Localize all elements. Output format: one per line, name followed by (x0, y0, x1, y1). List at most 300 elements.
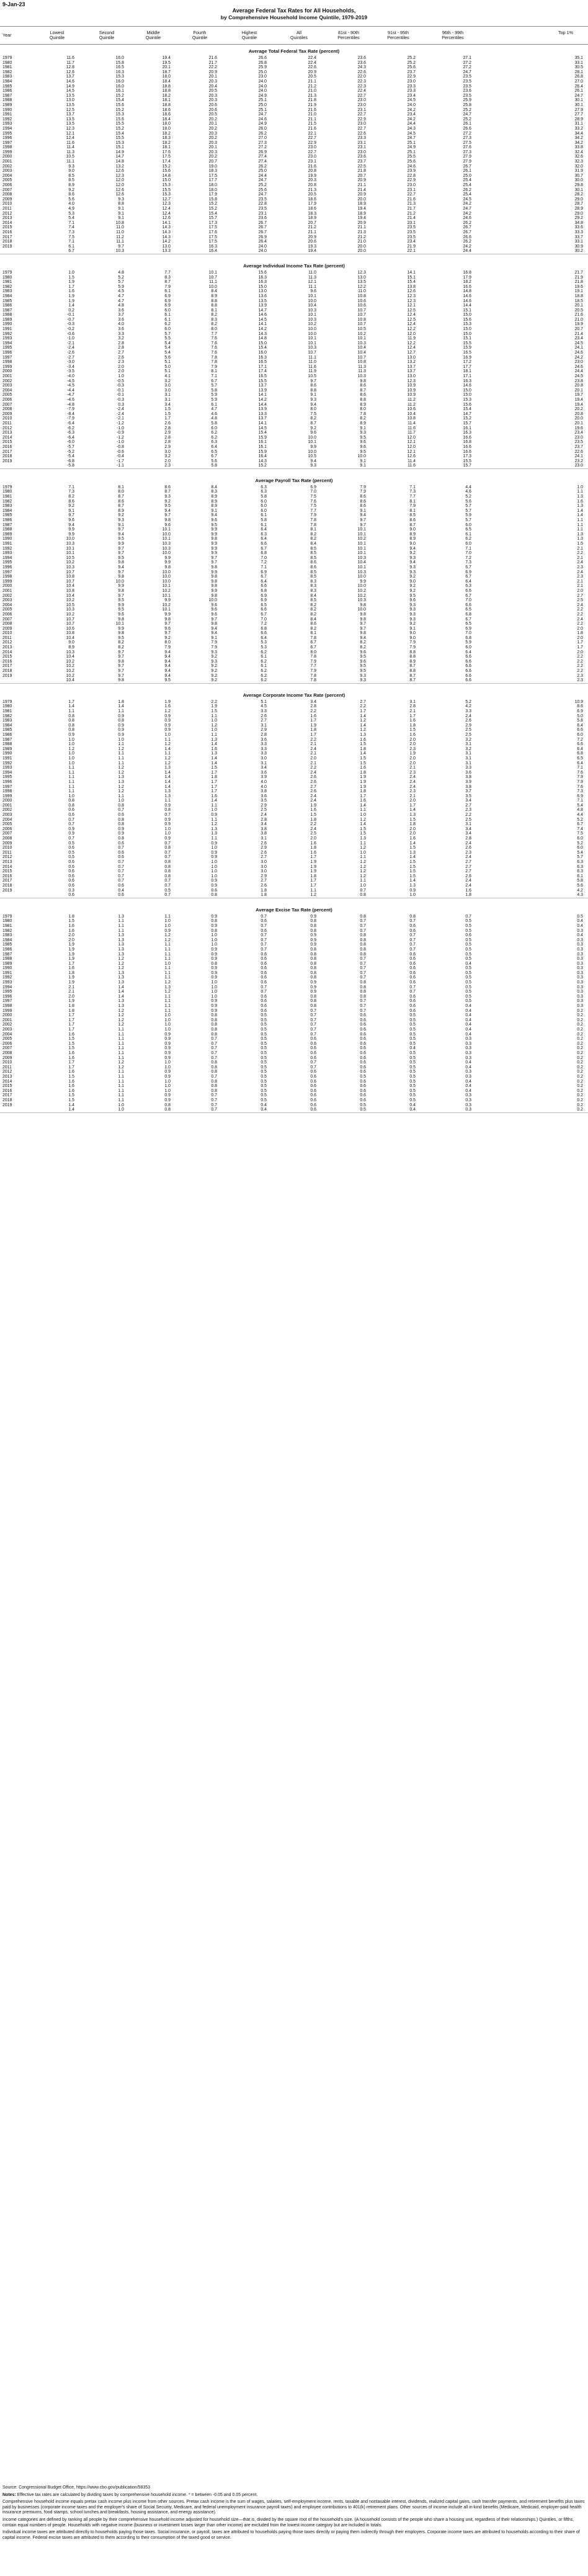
table-row (0, 938, 588, 943)
table-cell: 16.4 (208, 249, 217, 254)
table-cell: 6.3 (261, 532, 267, 537)
row-year: 2018 (2, 454, 12, 459)
table-cell: 0.4 (577, 923, 583, 928)
table-cell: 2.1 (68, 985, 74, 990)
row-year: 1992 (2, 761, 12, 766)
row-year: 2000 (2, 154, 12, 159)
table-cell: 20.2 (208, 117, 217, 122)
table-section (0, 47, 588, 254)
table-cell: 23.3 (357, 136, 366, 141)
table-cell: 13.6 (258, 293, 267, 298)
table-cell: 8.4 (211, 485, 217, 490)
table-cell: 4.8 (577, 808, 583, 813)
table-cell: 19.9 (308, 173, 316, 178)
table-cell: 1.0 (68, 742, 74, 747)
table-cell: 6.4 (211, 444, 217, 449)
row-year: 1981 (2, 923, 12, 928)
table-cell: 8.6 (68, 499, 74, 504)
table-cell: 6.7 (261, 612, 267, 617)
row-year: 1997 (2, 355, 12, 360)
table-cell: 0.7 (68, 836, 74, 841)
table-cell: 0.5 (409, 1098, 416, 1102)
table-cell: 11.4 (408, 458, 416, 463)
table-cell: 9.8 (118, 678, 124, 683)
table-cell: 21.6 (308, 164, 316, 169)
table-cell: 1.1 (118, 1079, 124, 1084)
table-cell: 9.6 (211, 612, 217, 617)
table-cell: 20.5 (208, 112, 217, 117)
table-row (0, 523, 588, 528)
table-cell: 16.0 (115, 79, 124, 84)
table-cell: 9.2 (164, 635, 171, 640)
table-cell: 2.3 (465, 808, 471, 813)
table-cell: 19.4 (574, 402, 583, 407)
row-year: 2013 (2, 645, 12, 650)
table-cell: 1.0 (409, 893, 416, 898)
table-row (0, 756, 588, 761)
table-cell: 1.3 (211, 826, 217, 831)
table-cell: 30.7 (574, 173, 583, 178)
table-cell: 0.7 (211, 1074, 217, 1079)
table-cell: 6.1 (577, 874, 583, 879)
table-cell: 1.8 (211, 775, 217, 780)
table-cell: 33.1 (574, 239, 583, 244)
table-cell: 1.2 (118, 789, 124, 794)
table-cell: 1.3 (118, 937, 124, 942)
table-cell: 0.5 (409, 1088, 416, 1093)
table-cell: 10.0 (162, 551, 171, 556)
table-cell: 0.8 (310, 919, 316, 924)
table-cell: 0.8 (164, 1102, 171, 1107)
header-col-5: All Quintiles (290, 30, 308, 41)
table-cell: -0.6 (117, 449, 124, 454)
table-row (0, 1070, 588, 1075)
table-cell: 15.4 (208, 211, 217, 216)
row-year: 1991 (2, 542, 12, 546)
table-cell: 3.1 (465, 822, 471, 827)
table-cell: 8.8 (409, 650, 416, 655)
table-cell: -2.4 (117, 411, 124, 416)
table-cell: 1.4 (360, 713, 366, 718)
table-cell: 9.2 (211, 664, 217, 669)
table-cell: 8.2 (310, 416, 316, 421)
table-cell: 23.6 (357, 56, 366, 60)
table-cell: 20.3 (208, 140, 217, 145)
table-cell: 1.0 (360, 883, 366, 888)
table-cell: 1.0 (211, 874, 217, 879)
table-cell: 12.6 (162, 216, 171, 221)
table-row (0, 504, 588, 509)
table-cell: 10.4 (308, 303, 316, 308)
table-cell: 1.2 (211, 822, 217, 827)
table-cell: 20.1 (574, 421, 583, 426)
table-cell: 2.2 (211, 699, 217, 704)
table-cell: 19.5 (162, 60, 171, 65)
table-cell: 10.3 (308, 346, 316, 351)
table-cell: 23.5 (258, 207, 267, 211)
table-cell: 2.0 (68, 994, 74, 999)
table-cell: 18.3 (162, 136, 171, 141)
table-row (0, 874, 588, 879)
table-cell: 8.0 (310, 650, 316, 655)
table-cell: 1.7 (68, 1013, 74, 1018)
row-year: 1980 (2, 275, 12, 280)
table-cell: 13.7 (66, 112, 74, 117)
table-cell: 0.8 (211, 1017, 217, 1022)
table-cell: 24.9 (258, 122, 267, 127)
table-cell: 8.8 (310, 388, 316, 393)
table-row (0, 403, 588, 408)
table-cell: 1.7 (68, 699, 74, 704)
row-year: 1997 (2, 140, 12, 145)
table-cell: 0.7 (118, 869, 124, 874)
table-cell: 24.5 (574, 341, 583, 346)
table-cell: 8.1 (409, 508, 416, 513)
table-cell: 5.4 (68, 216, 74, 221)
row-year: 2006 (2, 397, 12, 402)
row-year: 1988 (2, 98, 12, 103)
table-cell: 9.1 (360, 458, 366, 463)
row-year: 2017 (2, 664, 12, 669)
table-cell: 0.3 (577, 957, 583, 962)
table-cell: 5.8 (261, 518, 267, 523)
table-cell: 7.5 (310, 411, 316, 416)
table-row (0, 761, 588, 766)
table-cell: 1.6 (68, 928, 74, 933)
table-cell: 1.0 (211, 869, 217, 874)
table-row (0, 225, 588, 230)
table-cell: 2.8 (310, 704, 316, 709)
table-cell: 8.0 (211, 327, 217, 332)
table-cell: 1.3 (118, 1004, 124, 1009)
table-cell: 18.2 (463, 280, 471, 285)
table-cell: 26.1 (463, 169, 471, 174)
table-cell: 21.7 (407, 207, 416, 211)
row-year: 1996 (2, 351, 12, 356)
table-cell: 6.0 (465, 522, 471, 527)
table-cell: 9.8 (211, 622, 217, 627)
table-cell: 21.8 (308, 98, 316, 103)
table-row (0, 942, 588, 947)
table-cell: 6.7 (261, 575, 267, 579)
table-cell: 1.9 (68, 957, 74, 962)
table-cell: 10.7 (66, 579, 74, 584)
table-row (0, 136, 588, 141)
table-cell: 1.2 (118, 1065, 124, 1070)
table-cell: 0.2 (577, 1070, 583, 1075)
table-cell: 24.0 (258, 244, 267, 249)
table-cell: 10.1 (66, 551, 74, 556)
table-cell: -6.3 (67, 431, 74, 436)
row-year: 1996 (2, 565, 12, 570)
table-cell: 10.7 (308, 351, 316, 356)
table-row (0, 117, 588, 122)
table-cell: 27.3 (463, 136, 471, 141)
table-cell: 1.6 (68, 1088, 74, 1093)
table-cell: 9.7 (164, 622, 171, 627)
table-cell: 18.2 (162, 131, 171, 136)
table-cell: 2.0 (409, 756, 416, 761)
row-year: 1992 (2, 331, 12, 336)
table-cell: 3.6 (118, 317, 124, 322)
table-cell: 0.3 (577, 994, 583, 999)
table-cell: 1.7 (68, 1017, 74, 1022)
table-cell: 2.5 (465, 728, 471, 733)
row-year: 2014 (2, 650, 12, 655)
table-cell: 25.4 (463, 178, 471, 183)
table-cell: 9.6 (310, 431, 316, 436)
table-row (0, 547, 588, 552)
table-row (0, 794, 588, 799)
table-cell: 24.0 (407, 102, 416, 107)
table-cell: 0.9 (211, 855, 217, 860)
table-cell: 0.3 (577, 961, 583, 966)
table-cell: 1.5 (68, 919, 74, 924)
table-row (0, 303, 588, 308)
table-cell: 24.6 (407, 164, 416, 169)
table-cell: 0.4 (465, 1008, 471, 1013)
table-cell: 12.0 (115, 183, 124, 188)
table-cell: 0.8 (360, 994, 366, 999)
table-cell: 15.3 (463, 322, 471, 327)
row-year: 1989 (2, 961, 12, 966)
table-cell: 2.9 (164, 444, 171, 449)
table-row (0, 431, 588, 436)
table-cell: 0.7 (360, 970, 366, 975)
table-cell: 9.7 (118, 650, 124, 655)
table-cell: 16.3 (208, 244, 217, 249)
table-cell: 0.8 (360, 893, 366, 898)
table-cell: 1.0 (164, 1017, 171, 1022)
table-cell: 8.8 (211, 298, 217, 303)
table-cell: 6.7 (465, 617, 471, 622)
table-cell: 7.7 (409, 494, 416, 499)
row-year: 2013 (2, 216, 12, 221)
table-cell: 4.5 (261, 704, 267, 709)
table-cell: 9.1 (211, 508, 217, 513)
table-cell: 10.2 (66, 664, 74, 669)
table-cell: 15.4 (115, 98, 124, 103)
table-cell: 24.0 (258, 84, 267, 89)
table-cell: 1.2 (118, 966, 124, 971)
table-cell: 8.9 (360, 421, 366, 426)
table-cell: 9.0 (409, 527, 416, 532)
table-cell: 0.8 (310, 928, 316, 933)
table-cell: 8.1 (310, 527, 316, 532)
table-cell: 10.8 (357, 317, 366, 322)
table-cell: 9.1 (118, 522, 124, 527)
table-cell: -4.8 (67, 402, 74, 407)
table-row (0, 1065, 588, 1070)
table-cell: 3.4 (164, 402, 171, 407)
table-cell: 2.0 (118, 364, 124, 369)
table-cell: 9.9 (211, 570, 217, 575)
row-year: 2006 (2, 826, 12, 831)
table-cell: 25.4 (463, 183, 471, 188)
table-cell: 12.2 (357, 284, 366, 289)
table-cell: 25.6 (407, 65, 416, 70)
table-cell: 16.6 (463, 444, 471, 449)
table-cell: 0.2 (577, 1098, 583, 1102)
table-cell: 0.4 (465, 1013, 471, 1018)
table-cell: 9.6 (360, 650, 366, 655)
table-cell: 1.6 (68, 1079, 74, 1084)
table-cell: 2.4 (465, 883, 471, 888)
row-year: 2007 (2, 1046, 12, 1051)
table-cell: 0.7 (211, 1055, 217, 1060)
row-year: 1983 (2, 289, 12, 294)
table-cell: 0.3 (577, 985, 583, 990)
table-cell: 2.3 (465, 850, 471, 855)
table-cell: 0.7 (409, 990, 416, 995)
row-year: 1992 (2, 975, 12, 980)
table-cell: 6.7 (211, 378, 217, 383)
table-cell: 7.4 (577, 826, 583, 831)
table-cell: 0.6 (360, 1070, 366, 1075)
table-cell: 1.1 (118, 1046, 124, 1051)
table-cell: 1.7 (409, 803, 416, 808)
table-cell: 6.6 (261, 631, 267, 636)
table-cell: 6.8 (261, 626, 267, 631)
table-cell: 0.7 (465, 914, 471, 919)
row-year: 1991 (2, 756, 12, 761)
table-cell: 1.3 (118, 999, 124, 1004)
table-cell: 27.6 (463, 145, 471, 150)
table-cell: 1.5 (68, 1041, 74, 1046)
table-cell: 8.2 (360, 640, 366, 645)
table-cell: 0.4 (465, 1065, 471, 1070)
table-cell: 24.4 (574, 369, 583, 374)
table-cell: 24.7 (258, 178, 267, 183)
table-cell: 24.9 (407, 145, 416, 150)
table-cell: 19.4 (574, 397, 583, 402)
table-cell: 7.7 (310, 508, 316, 513)
table-cell: 10.3 (357, 598, 366, 603)
table-cell: 9.7 (118, 655, 124, 660)
table-cell: 0.8 (68, 728, 74, 733)
table-cell: 26.2 (463, 220, 471, 225)
header-col-0: Lowest Quintile (49, 30, 65, 41)
table-cell: 9.8 (118, 588, 124, 593)
table-cell: 21.0 (357, 239, 366, 244)
row-year: 1983 (2, 504, 12, 509)
table-cell: 2.9 (465, 723, 471, 728)
table-cell: 15.0 (463, 388, 471, 393)
row-year: 2010 (2, 846, 12, 851)
table-cell: 24.7 (463, 69, 471, 74)
table-cell: 0.9 (164, 1032, 171, 1037)
table-cell: 10.1 (66, 546, 74, 551)
table-cell: 11.6 (66, 140, 74, 145)
table-cell: 12.4 (407, 346, 416, 351)
table-cell: 1.5 (409, 728, 416, 733)
table-cell: 10.6 (66, 626, 74, 631)
table-cell: 8.1 (118, 485, 124, 490)
table-cell: 25.2 (463, 117, 471, 122)
table-cell: 0.2 (577, 1008, 583, 1013)
table-cell: 6.5 (577, 756, 583, 761)
table-cell: 0.7 (310, 1032, 316, 1037)
table-cell: 9.7 (360, 518, 366, 523)
table-cell: 8.2 (310, 602, 316, 607)
table-cell: 0.7 (211, 1041, 217, 1046)
row-year: 2018 (2, 239, 12, 244)
table-cell: 15.3 (115, 74, 124, 79)
table-cell: 5.9 (465, 513, 471, 518)
table-cell: 0.2 (577, 1088, 583, 1093)
table-cell: 1.1 (164, 966, 171, 971)
table-cell: 0.7 (360, 888, 366, 893)
table-cell: 25.2 (407, 60, 416, 65)
table-cell: 0.7 (211, 1107, 217, 1112)
table-cell: 0.4 (465, 1060, 471, 1065)
row-year: 1999 (2, 579, 12, 584)
table-cell: 20.3 (208, 131, 217, 136)
table-cell: 1.0 (211, 860, 217, 864)
table-row (0, 678, 588, 683)
table-cell: 10.3 (162, 542, 171, 546)
table-cell: 16.8 (463, 440, 471, 445)
table-cell: 1.0 (211, 808, 217, 813)
table-cell: 1.1 (164, 737, 171, 742)
table-cell: 6.6 (465, 664, 471, 669)
table-cell: 0.8 (310, 947, 316, 952)
table-cell: 9.7 (118, 570, 124, 575)
table-cell: 0.4 (465, 1088, 471, 1093)
table-cell: 4.0 (261, 779, 267, 784)
table-cell: 0.5 (261, 1070, 267, 1075)
table-row (0, 518, 588, 523)
table-cell: 0.5 (261, 1084, 267, 1089)
table-cell: 1.2 (360, 817, 366, 822)
table-cell: 0.6 (261, 970, 267, 975)
table-cell: 28.7 (574, 202, 583, 207)
table-cell: 1.1 (68, 770, 74, 775)
table-cell: 16.3 (463, 378, 471, 383)
row-year: 2009 (2, 626, 12, 631)
table-cell: 9.5 (360, 655, 366, 660)
table-cell: 0.9 (211, 999, 217, 1004)
table-cell: 6.0 (164, 308, 171, 313)
table-cell: 18.2 (162, 93, 171, 98)
table-cell: 1.6 (409, 732, 416, 737)
table-cell: 13.2 (407, 360, 416, 365)
table-cell: 26.7 (258, 230, 267, 235)
row-year: 1990 (2, 322, 12, 327)
table-cell: 2.9 (261, 728, 267, 733)
table-cell: 27.9 (574, 107, 583, 112)
row-year: 2000 (2, 584, 12, 589)
table-cell: 2.4 (465, 713, 471, 718)
table-cell: 18.9 (308, 216, 316, 221)
table-cell: 0.8 (118, 718, 124, 723)
table-cell: 2.6 (261, 713, 267, 718)
table-cell: 0.2 (577, 1060, 583, 1065)
table-cell: 0.5 (465, 980, 471, 985)
table-cell: 9.1 (409, 626, 416, 631)
table-cell: 9.1 (68, 508, 74, 513)
table-cell: 12.1 (407, 303, 416, 308)
table-cell: 10.2 (66, 612, 74, 617)
table-cell: 10.1 (208, 270, 217, 275)
table-cell: 11.6 (408, 463, 416, 468)
table-cell: 1.1 (118, 923, 124, 928)
table-cell: 9.6 (310, 289, 316, 294)
table-row (0, 636, 588, 641)
table-cell: 1.4 (360, 822, 366, 827)
table-cell: 0.3 (465, 1098, 471, 1102)
table-cell: 7.0 (310, 490, 316, 494)
